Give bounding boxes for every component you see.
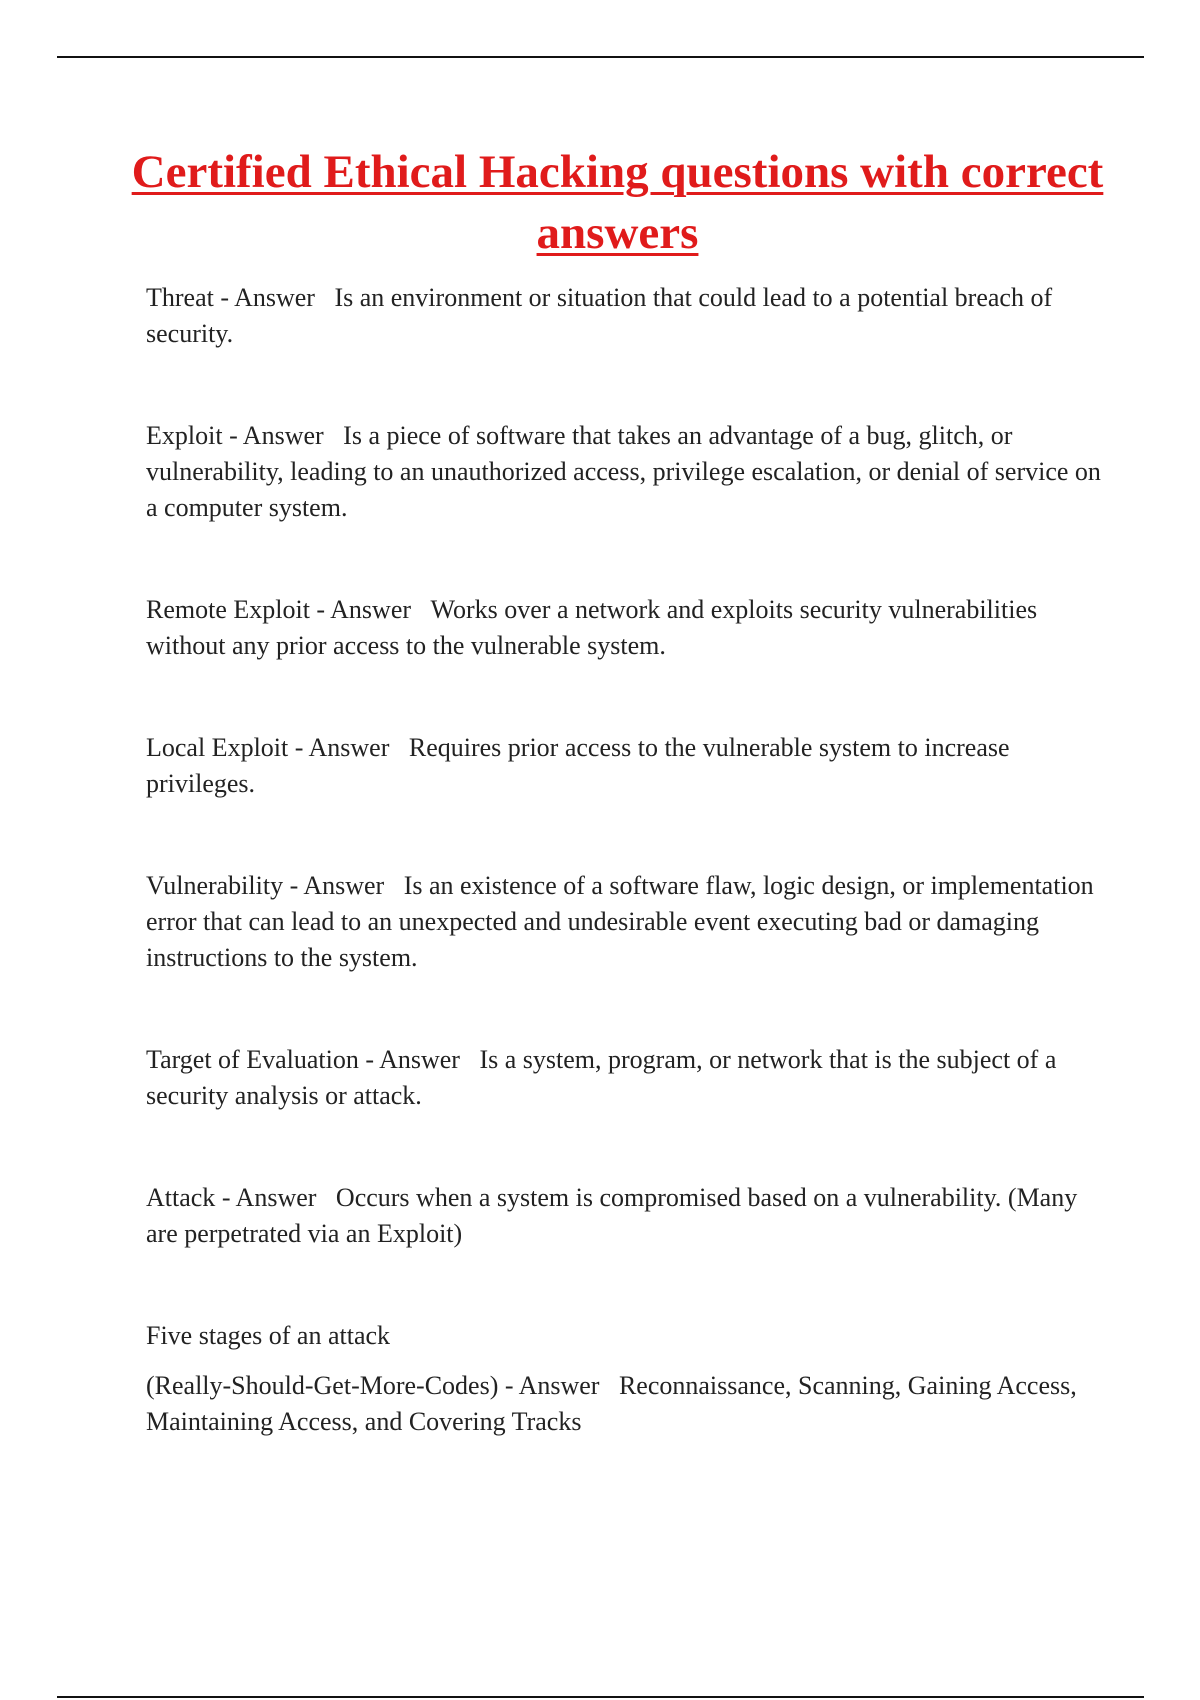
qa-answer-label: Answer [235, 1183, 317, 1212]
qa-answer: Is an environment or situation that could lead to a potential breach of security. [146, 283, 1053, 348]
qa-answer-label: Answer [330, 595, 412, 624]
footer-rule [57, 1696, 1144, 1698]
qa-item-vulnerability [146, 868, 1106, 976]
qa-answer: Is an existence of a software flaw, logic design, or implementation error that can lead to an unexpected and undesirable event executing bad or damaging instructions to the system. [146, 871, 1094, 972]
qa-separator: - [288, 733, 309, 762]
qa-term: Threat [146, 283, 214, 312]
qa-answer-label: Answer [303, 871, 385, 900]
qa-answer: Reconnaissance, Scanning, Gaining Access, Maintaining Access, and Covering Tracks [146, 1371, 1077, 1436]
qa-separator: - [222, 421, 243, 450]
qa-term: Target of Evaluation [146, 1045, 359, 1074]
qa-term: Vulnerability [146, 871, 284, 900]
qa-separator: - [215, 1183, 236, 1212]
qa-separator: - [283, 871, 304, 900]
qa-answer: Works over a network and exploits security vulnerabilities without any prior access to the vulnerable system. [146, 595, 1038, 660]
document-title: Certified Ethical Hacking questions with correct answers [131, 146, 1104, 259]
qa-answer-label: Answer [308, 733, 390, 762]
header-rule [57, 56, 1144, 58]
qa-item-target-of-evaluation [146, 1042, 1106, 1114]
qa-answer-label: Answer [234, 283, 315, 312]
qa-separator: - [498, 1371, 519, 1400]
qa-item-five-stages-heading: Five stages of an attack [146, 1321, 391, 1350]
qa-item-local-exploit [146, 730, 1106, 802]
qa-separator: - [358, 1045, 380, 1074]
qa-list [146, 280, 1106, 1440]
qa-answer-label: Answer [242, 421, 324, 450]
qa-item-threat [146, 280, 1106, 352]
qa-term: (Really-Should-Get-More-Codes) [146, 1371, 499, 1400]
qa-answer: Requires prior access to the vulnerable system to increase privileges. [146, 733, 1010, 798]
qa-item-exploit [146, 418, 1106, 526]
qa-answer-label: Answer [379, 1045, 460, 1074]
qa-separator: - [213, 283, 235, 312]
qa-term: Exploit [146, 421, 223, 450]
qa-answer: Is a system, program, or network that is the subject of a security analysis or attack. [146, 1045, 1057, 1110]
qa-separator: - [309, 595, 331, 624]
qa-term: Local Exploit [146, 733, 289, 762]
qa-answer-label: Answer [518, 1371, 600, 1400]
qa-item-attack [146, 1180, 1106, 1252]
qa-item-remote-exploit [146, 592, 1106, 664]
qa-answer: Is a piece of software that takes an advantage of a bug, glitch, or vulnerability, leading to an unauthorized access, privilege escalation, or denial of service on a computer system. [146, 421, 1101, 522]
qa-answer: Occurs when a system is compromised based on a vulnerability. (Many are perpetrated via an Exploit) [146, 1183, 1078, 1248]
qa-term: Attack [146, 1183, 216, 1212]
qa-item-five-stages [146, 1368, 1106, 1440]
qa-term: Remote Exploit [146, 595, 310, 624]
